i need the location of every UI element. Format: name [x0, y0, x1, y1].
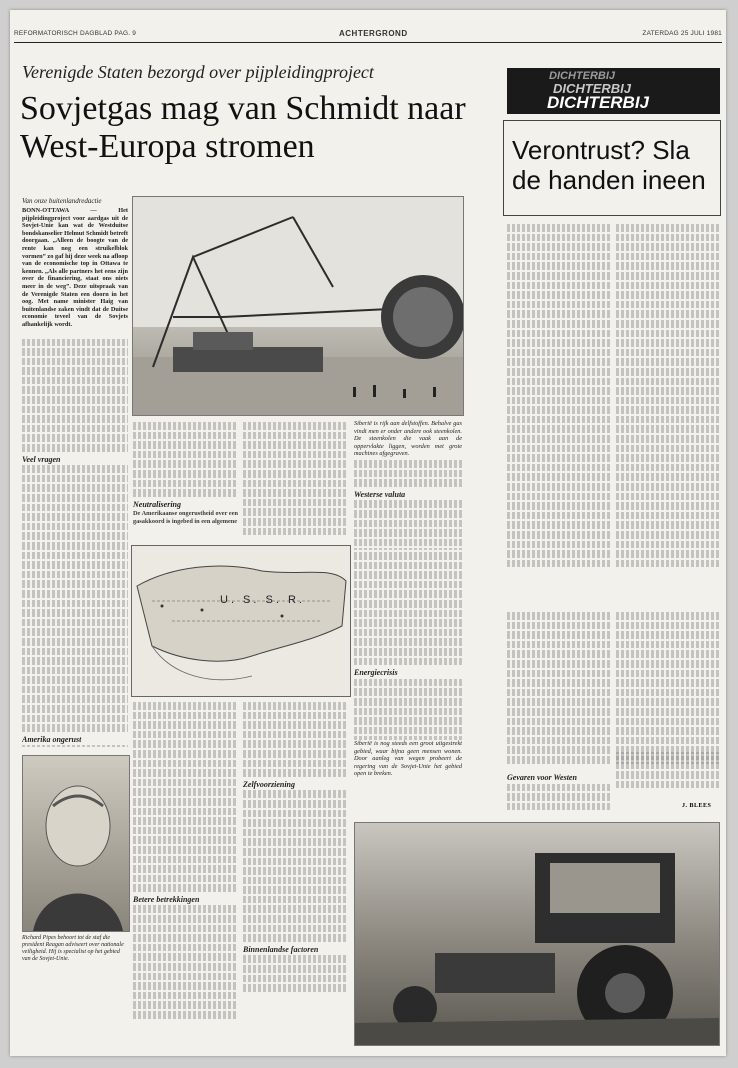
subhead-neutralisering: Neutralisering — [133, 499, 182, 509]
pipes-portrait — [22, 755, 130, 932]
subhead-amerika-ongerust: Amerika ongerust — [22, 734, 82, 744]
masthead-date: ZATERDAG 25 JULI 1981 — [642, 30, 722, 37]
tractor-caption-block — [354, 740, 462, 820]
article-lead: BONN-OTTAWA — Het pijpleidingproject voor aardgas uit de Sovjet-Unie kan wat de Westduitse bondskanselier Helmut Schmidt betreft doorgaan. „Alleen de boogte van de rente kan nog een struikelblok vormen” zo gaf hij deze week na afloop van de economische top in Ottawa te kennen. „Als alle partners het eens zijn over de financiering, staat ons niets meer in de weg”. Deze uitspraak van de Verenigde Staten een doorn in het oog. Met name minister Haig van buitenlandse zaken vindt dat de Duitse economie teveel van de Sovjets afhankelijk wordt. — [22, 207, 128, 328]
masthead — [14, 30, 722, 42]
subhead-energiecrisis: Energiecrisis — [354, 668, 398, 678]
subhead-betere-betrekkingen: Betere betrekkingen — [133, 894, 200, 904]
neutralisering-intro: De Amerikaanse ongerustheid over een gasakkoord is ingebed in een algemene — [133, 510, 238, 525]
map-illustration — [132, 546, 350, 696]
masthead-rule — [14, 42, 722, 43]
excavator-photo — [132, 196, 464, 416]
article-lead-column — [22, 207, 128, 747]
sidebar-column-2 — [616, 222, 719, 602]
masthead-section: ACHTERGROND — [339, 29, 408, 38]
article-column-6 — [133, 700, 238, 1030]
tractor-illustration — [355, 823, 719, 1045]
excavator-caption: Siberië is rijk aan delfstoffen. Behalve gas vindt men er onder andere ook steenkolen. De steenkolen die vaak aan de oppervlakte liggen, worden met grote machines afgegraven. — [354, 420, 462, 458]
subhead-zelfvoorziening: Zelfvoorziening — [243, 779, 295, 789]
article-column-7 — [243, 700, 348, 1030]
amerika-ongerust-body — [22, 745, 128, 747]
article-byline: Van onze buitenlandredactie — [22, 197, 102, 205]
masthead-paper-page: REFORMATORISCH DAGBLAD PAG. 9 — [14, 30, 137, 37]
portrait-illustration — [23, 756, 129, 931]
subhead-gevaren-voor-westen: Gevaren voor Westen — [507, 773, 577, 782]
subhead-binnenlandse-factoren: Binnenlandse factoren — [243, 944, 319, 954]
tractor-photo — [354, 822, 720, 1046]
excavator-illustration — [133, 197, 463, 415]
sidebar-bottom-right — [616, 750, 719, 800]
sidebar-headline: Verontrust? Sla de handen ineen — [512, 135, 706, 195]
logo-text-front: DICHTERBIJ — [547, 93, 650, 112]
article-headline: Sovjetgas mag van Schmidt naar West-Europa stromen — [20, 90, 466, 165]
pipes-caption: Richard Pipes behoort tot de staf die president Reagan adviseert over nationale veiligheid. Hij is specialist op het gebied van de Sovjet-Unie. — [22, 935, 124, 962]
subhead-westerse-valuta: Westerse valuta — [354, 489, 406, 499]
newspaper-page — [10, 10, 726, 1056]
logo-text-mid: DICHTERBIJ — [553, 81, 632, 96]
map-label: U. S. S. R. — [220, 594, 305, 606]
tractor-caption: Siberië is nog steeds een groot uitgestrekt gebied, waar bijna geen mensen wonen. Door aanleg van wegen probeert de regering van de Sovjet-Unie het gebied open te breken. — [354, 740, 462, 778]
lead-body — [22, 339, 128, 452]
ussr-map — [131, 545, 351, 697]
sidebar-column-1 — [507, 222, 610, 602]
article-kicker: Verenigde Staten bezorgd over pijpleidingproject — [22, 62, 374, 82]
sidebar-signoff: J. BLEES — [682, 803, 712, 809]
article-column-5 — [354, 550, 462, 740]
article-column-2 — [133, 420, 238, 540]
veel-vragen-body — [22, 465, 128, 732]
logo-text-back: DICHTERBIJ — [549, 70, 616, 82]
article-column-3 — [243, 420, 348, 540]
dichterbij-logo — [507, 68, 720, 114]
article-column-4 — [354, 420, 462, 550]
subhead-veel-vragen: Veel vragen — [22, 454, 61, 464]
sidebar-bottom-left — [507, 770, 610, 820]
